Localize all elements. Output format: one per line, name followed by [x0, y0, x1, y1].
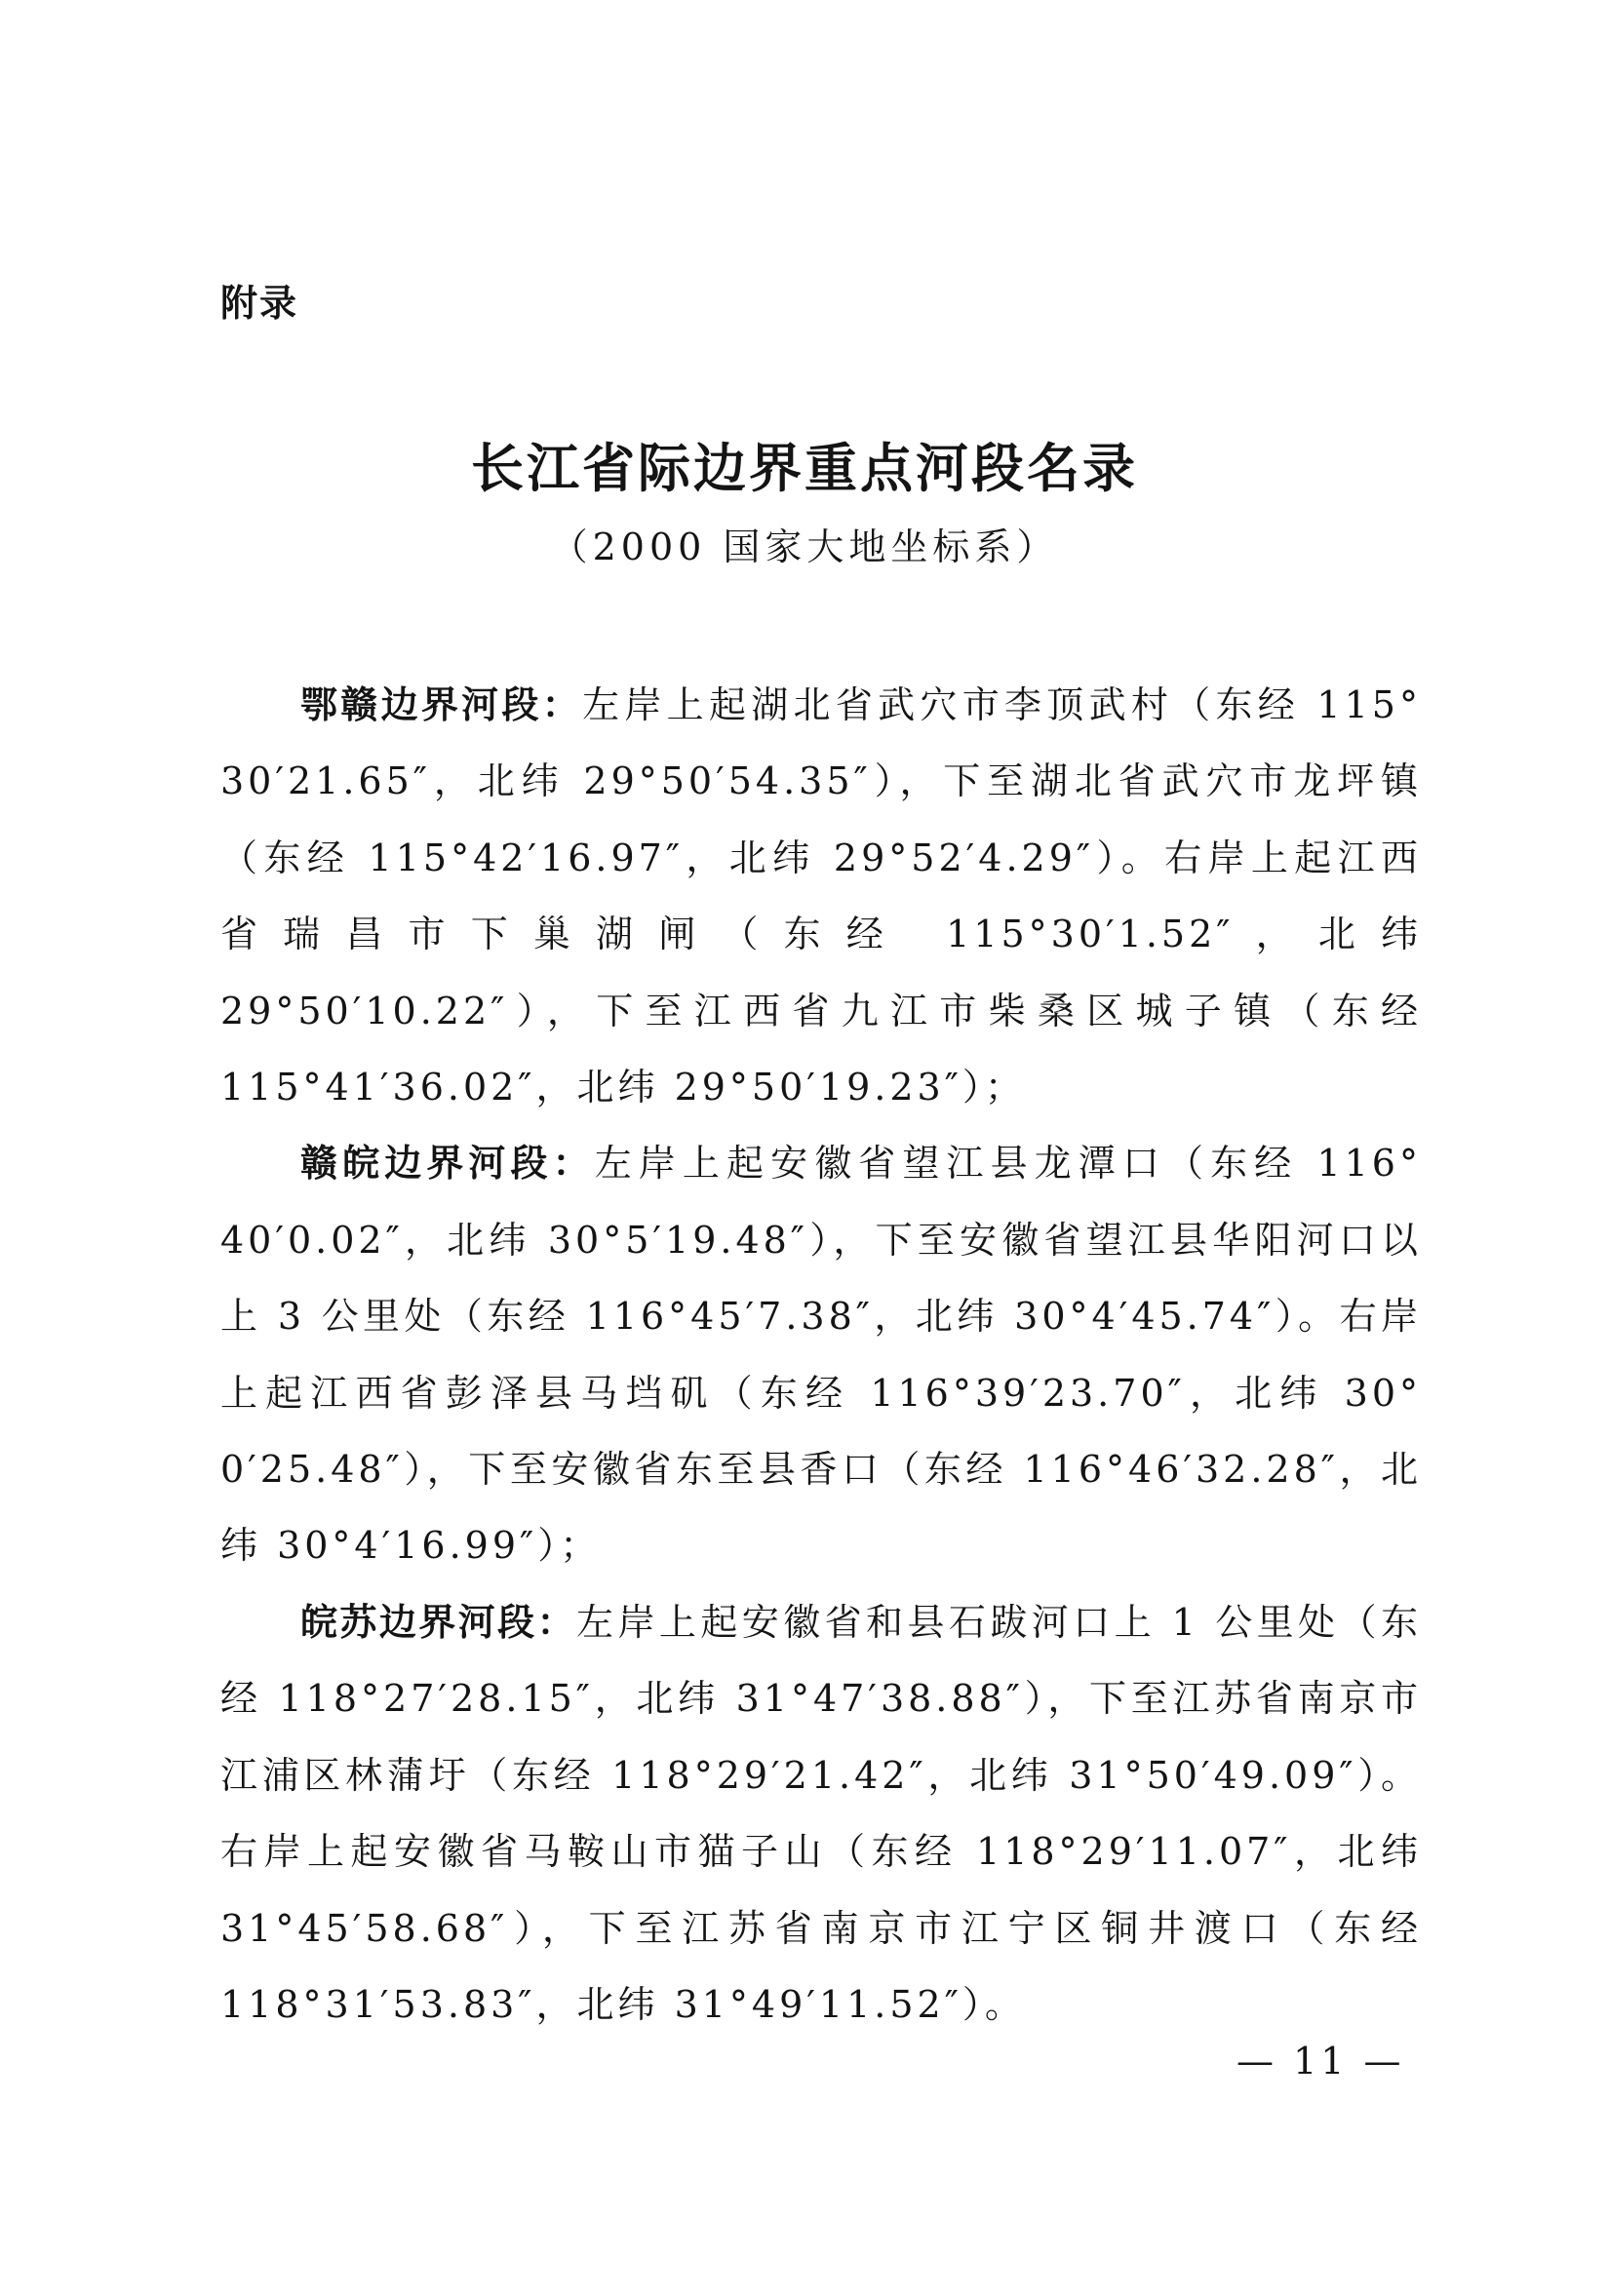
- document-title: 长江省际边界重点河段名录: [471, 438, 1138, 499]
- appendix-label: 附录: [220, 282, 299, 325]
- section-text: 左岸上起湖北省武穴市李顶武村（东经 115° 30′21.65″，北纬 29°50′54.35″），下至湖北省武穴市龙坪镇（东经 115°42′16.97″，北纬 29°52′4.29″）。右岸上起江西省瑞昌市下巢湖闸（东经 115°30′1.52″，北纬 29°50′10.22″），下至江西省九江市柴桑区城子镇（东经 115°41′36.02″，北纬 29°50′19.23″）；: [220, 683, 1422, 1109]
- section-separator: ：: [541, 683, 583, 726]
- coordinate-system-subtitle: （2000 国家大地坐标系）: [550, 525, 1059, 568]
- section-name: 赣皖边界河段: [300, 1142, 553, 1186]
- section-text: 左岸上起安徽省望江县龙潭口（东经 116° 40′0.02″，北纬 30°5′19.48″），下至安徽省望江县华阳河口以上 3 公里处（东经 116°45′7.38″，北纬 30°4′45.74″）。右岸上起江西省彭泽县马垱矶（东经 116°39′23.70″，北纬 30° 0′25.48″），下至安徽省东至县香口（东经 116°46′32.28″，北纬 30°4′16.99″）；: [220, 1142, 1422, 1568]
- document-body: [220, 667, 1422, 2043]
- section-separator: ：: [552, 1142, 595, 1186]
- section-paragraph-gan-wan: [220, 1125, 1422, 1583]
- section-paragraph-wan-su: [220, 1584, 1422, 2043]
- page-number: — 11 —: [1236, 2040, 1405, 2082]
- section-paragraph-e-gan: [220, 667, 1422, 1125]
- section-name: 皖苏边界河段: [300, 1600, 537, 1644]
- section-separator: ：: [536, 1600, 577, 1644]
- section-text: 左岸上起安徽省和县石跋河口上 1 公里处（东经 118°27′28.15″，北纬 31°47′38.88″），下至江苏省南京市江浦区林蒲圩（东经 118°29′21.42″，北纬 31°50′49.09″）。右岸上起安徽省马鞍山市猫子山（东经 118°29′11.07″，北纬 31°45′58.68″），下至江苏省南京市江宁区铜井渡口（东经 118°31′53.83″，北纬 31°49′11.52″）。: [220, 1600, 1422, 2026]
- section-name: 鄂赣边界河段: [300, 683, 542, 726]
